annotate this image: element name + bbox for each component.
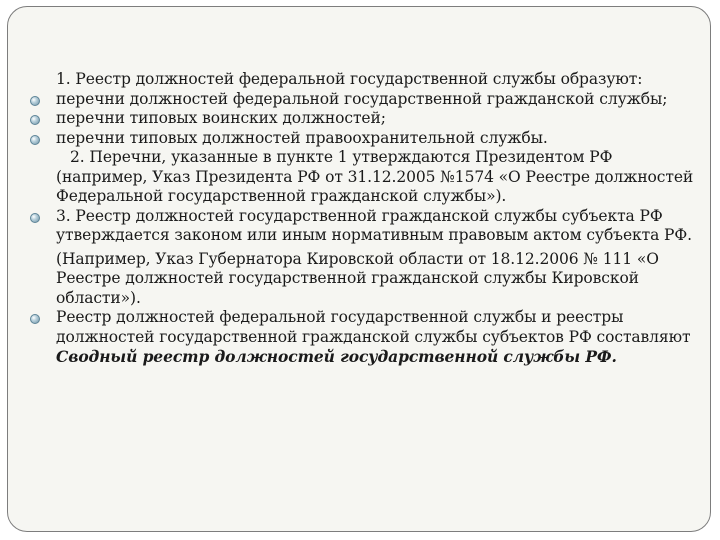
paragraph-example xyxy=(30,250,706,309)
bullet-icon xyxy=(30,96,40,106)
bullet-item-2 xyxy=(30,109,706,129)
paragraph-text: 3. Реестр должностей государственной гражданской службы субъекта РФ утверждается законом или иным нормативным правовым актом субъекта РФ. xyxy=(56,206,692,244)
paragraph-text: (Например, Указ Губернатора Кировской области от 18.12.2006 № 111 «О Реестре должностей государственной гражданской службы Кировской области»). xyxy=(56,249,659,307)
slide xyxy=(7,6,711,532)
bullet-icon xyxy=(30,213,40,223)
emphasis-text: Сводный реестр должностей государственной службы РФ. xyxy=(56,347,617,366)
bullet-item-4 xyxy=(30,207,706,246)
bullet-icon xyxy=(30,135,40,145)
bullet-item-1 xyxy=(30,90,706,110)
paragraph-text: 2. Перечни, указанные в пункте 1 утверждаются Президентом РФ (например, Указ Президента РФ от 31.12.2005 №1574 «О Реестре должностей Федеральной государственной гражданской службы»). xyxy=(56,148,694,205)
paragraph-text: 1. Реестр должностей федеральной государственной службы образуют: xyxy=(56,70,643,88)
paragraph-text: перечни типовых должностей правоохранительной службы. xyxy=(56,128,548,147)
paragraph-1 xyxy=(30,70,706,90)
bullet-icon xyxy=(30,115,40,125)
paragraph-text: Реестр должностей федеральной государственной службы и реестры должностей государственной гражданской службы субъектов РФ составляют xyxy=(56,308,691,346)
paragraph-2 xyxy=(30,148,706,207)
paragraph-text: перечни типовых воинских должностей; xyxy=(56,109,386,127)
bullet-icon xyxy=(30,314,40,324)
bullet-item-5 xyxy=(30,308,706,368)
paragraph-text: перечни должностей федеральной государственной гражданской службы; xyxy=(56,89,668,108)
slide-content xyxy=(30,70,706,368)
bullet-item-3 xyxy=(30,129,706,149)
